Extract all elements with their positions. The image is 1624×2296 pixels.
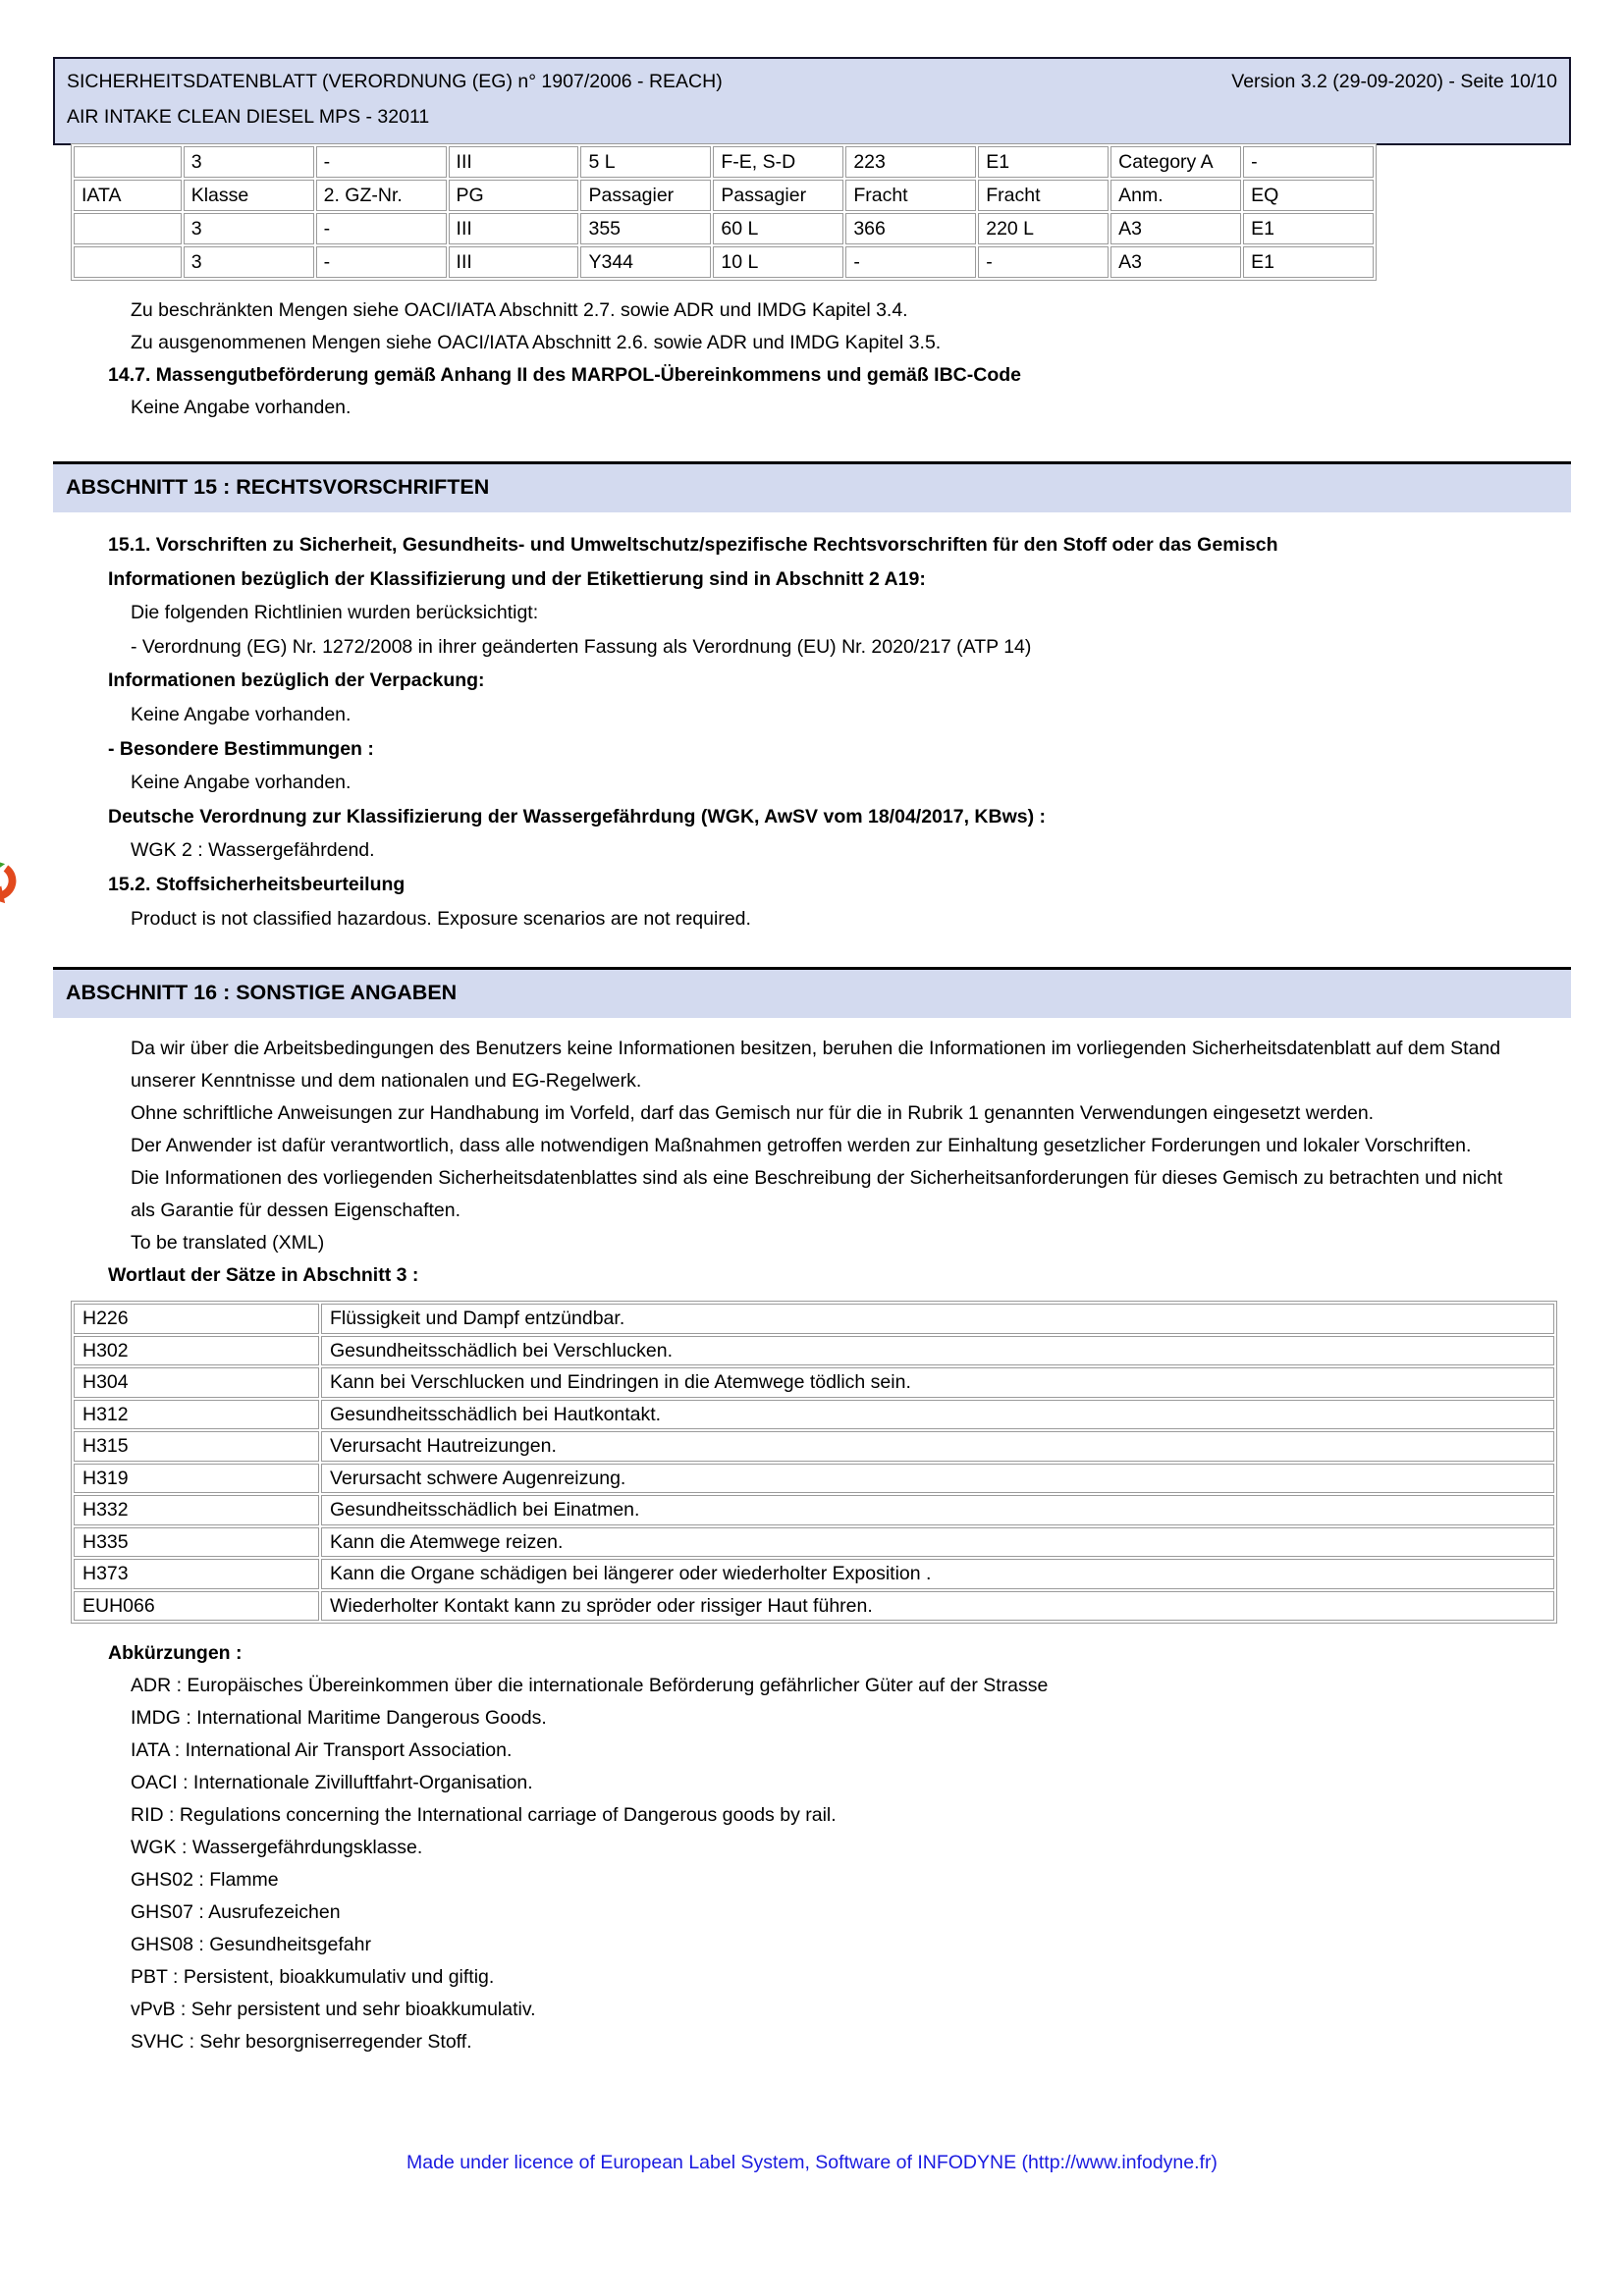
footer-licence-link[interactable]: Made under licence of European Label System, Software of INFODYNE (http://www.infodyne.fr): [406, 2152, 1218, 2173]
cell: -: [316, 146, 447, 178]
cell: 60 L: [713, 213, 843, 244]
cell: -: [978, 246, 1109, 278]
heading-15-2: [53, 868, 1571, 902]
cell: 3: [184, 213, 314, 244]
phrase-text: Gesundheitsschädlich bei Verschlucken.: [321, 1336, 1554, 1366]
assessment-text: Product is not classified hazardous. Exposure scenarios are not required.: [131, 907, 751, 930]
phrase-code: H312: [74, 1400, 319, 1430]
classification-heading: Informationen bezüglich der Klassifizierung und der Etikettierung sind in Abschnitt 2 A19:: [108, 567, 926, 590]
table-row: [74, 1464, 1554, 1494]
cell: E1: [978, 146, 1109, 178]
section-15-content: [53, 528, 1571, 935]
section-15-bar: ABSCHNITT 15 : RECHTSVORSCHRIFTEN: [53, 461, 1571, 512]
abbreviation-item: GHS08 : Gesundheitsgefahr: [131, 1934, 371, 1955]
phrase-text: Kann die Organe schädigen bei längerer oder wiederholter Exposition .: [321, 1559, 1554, 1589]
table-row: [74, 1591, 1554, 1622]
table-row: [74, 1367, 1554, 1398]
cell: Klasse: [184, 180, 314, 211]
cell: III: [449, 246, 579, 278]
table-row: [74, 1304, 1554, 1334]
cell: EQ: [1243, 180, 1374, 211]
abbreviation-item: vPvB : Sehr persistent und sehr bioakkumulativ.: [131, 1999, 536, 2020]
cell: -: [316, 246, 447, 278]
section-16-bar: ABSCHNITT 16 : SONSTIGE ANGABEN: [53, 967, 1571, 1018]
cell: 5 L: [580, 146, 711, 178]
abbreviations-heading: Abkürzungen :: [108, 1642, 243, 1664]
abbreviation-item: IMDG : International Maritime Dangerous Goods.: [131, 1707, 547, 1729]
phrase-code: H319: [74, 1464, 319, 1494]
phrase-text: Kann bei Verschlucken und Eindringen in die Atemwege tödlich sein.: [321, 1367, 1554, 1398]
cell: Passagier: [580, 180, 711, 211]
cell: A3: [1110, 213, 1241, 244]
cell: III: [449, 213, 579, 244]
table-row: [74, 1336, 1554, 1366]
phrase-code: H332: [74, 1495, 319, 1525]
heading-15-2-label: 15.2. Stoffsicherheitsbeurteilung: [108, 873, 406, 895]
abbreviation-item: PBT : Persistent, bioakkumulativ und giftig.: [131, 1966, 495, 1988]
directive-item: - Verordnung (EG) Nr. 1272/2008 in ihrer geänderten Fassung als Verordnung (EU) Nr. 2020/217 (ATP 14): [131, 635, 1032, 658]
cell: E1: [1243, 246, 1374, 278]
limited-quantities-note: Zu beschränkten Mengen siehe OACI/IATA Abschnitt 2.7. sowie ADR und IMDG Kapitel 3.4.: [131, 299, 908, 321]
cell: Y344: [580, 246, 711, 278]
phrase-code: H315: [74, 1431, 319, 1462]
hazard-phrases-table: [71, 1301, 1557, 1624]
paragraph: Ohne schriftliche Anweisungen zur Handhabung im Vorfeld, darf das Gemisch nur für die in Rubrik 1 genannten Verwendungen eingesetzt werden.: [131, 1102, 1375, 1124]
phrase-code: H373: [74, 1559, 319, 1589]
cell: A3: [1110, 246, 1241, 278]
abbreviation-item: RID : Regulations concerning the International carriage of Dangerous goods by rail.: [131, 1804, 837, 1826]
cell: 3: [184, 146, 314, 178]
special-provisions-heading: - Besondere Bestimmungen :: [108, 737, 374, 760]
doc-header: [53, 57, 1571, 145]
section-16-content: [53, 1033, 1526, 2058]
cell: IATA: [74, 180, 182, 211]
recycle-arrows-icon: [0, 854, 20, 907]
doc-title: SICHERHEITSDATENBLATT (VERORDNUNG (EG) n° 1907/2006 - REACH): [67, 71, 723, 92]
abbreviation-item: GHS07 : Ausrufezeichen: [131, 1901, 341, 1923]
phrases-heading: Wortlaut der Sätze in Abschnitt 3 :: [108, 1264, 419, 1286]
paragraph: To be translated (XML): [131, 1232, 325, 1254]
product-name: AIR INTAKE CLEAN DIESEL MPS - 32011: [67, 106, 430, 128]
cell: Category A: [1110, 146, 1241, 178]
cell: Anm.: [1110, 180, 1241, 211]
wgk-heading: Deutsche Verordnung zur Klassifizierung der Wassergefährdung (WGK, AwSV vom 18/04/2017, KBws) :: [108, 805, 1047, 828]
phrase-code: EUH066: [74, 1591, 319, 1622]
cell: 3: [184, 246, 314, 278]
phrase-code: H335: [74, 1527, 319, 1558]
cell: -: [845, 246, 976, 278]
phrase-text: Gesundheitsschädlich bei Einatmen.: [321, 1495, 1554, 1525]
cell: [74, 213, 182, 244]
phrase-text: Verursacht schwere Augenreizung.: [321, 1464, 1554, 1494]
paragraph: Der Anwender ist dafür verantwortlich, dass alle notwendigen Maßnahmen getroffen werden zur Einhaltung gesetzlicher Forderungen und lokaler Vorschriften.: [131, 1135, 1472, 1156]
table-row: [74, 246, 1374, 278]
phrase-text: Wiederholter Kontakt kann zu spröder oder rissiger Haut führen.: [321, 1591, 1554, 1622]
doc-version: Version 3.2 (29-09-2020) - Seite 10/10: [1231, 71, 1557, 92]
phrase-text: Gesundheitsschädlich bei Hautkontakt.: [321, 1400, 1554, 1430]
abbreviation-item: OACI : Internationale Zivilluftfahrt-Organisation.: [131, 1772, 533, 1793]
phrase-text: Kann die Atemwege reizen.: [321, 1527, 1554, 1558]
abbreviation-item: IATA : International Air Transport Association.: [131, 1739, 513, 1761]
phrase-code: H302: [74, 1336, 319, 1366]
cell: -: [316, 213, 447, 244]
transport-table: [71, 143, 1377, 281]
table-row: [74, 213, 1374, 244]
cell: 223: [845, 146, 976, 178]
heading-15-1: 15.1. Vorschriften zu Sicherheit, Gesundheits- und Umweltschutz/spezifische Rechtsvorschriften für den Stoff oder das Gemisch: [108, 534, 1278, 556]
excepted-quantities-note: Zu ausgenommenen Mengen siehe OACI/IATA Abschnitt 2.6. sowie ADR und IMDG Kapitel 3.5.: [131, 332, 942, 353]
packaging-heading: Informationen bezüglich der Verpackung:: [108, 669, 485, 692]
table-row: [74, 1527, 1554, 1558]
cell: [74, 246, 182, 278]
cell: III: [449, 146, 579, 178]
table-row: [74, 1400, 1554, 1430]
abbreviation-item: SVHC : Sehr besorgniserregender Stoff.: [131, 2031, 472, 2053]
heading-14-7: 14.7. Massengutbeförderung gemäß Anhang II des MARPOL-Übereinkommens und gemäß IBC-Code: [108, 364, 1021, 386]
section-14-tail: [53, 294, 1571, 424]
cell: [74, 146, 182, 178]
cell: PG: [449, 180, 579, 211]
special-provisions-no-data: Keine Angabe vorhanden.: [131, 772, 352, 794]
table-row: [74, 146, 1374, 178]
table-row: [74, 1431, 1554, 1462]
abbreviation-item: GHS02 : Flamme: [131, 1869, 279, 1891]
phrase-code: H226: [74, 1304, 319, 1334]
table-row: [74, 180, 1374, 211]
paragraph: Die Informationen des vorliegenden Sicherheitsdatenblattes sind als eine Beschreibung der Sicherheitsanforderungen für dieses Gemisch zu betrachten und nicht als Garantie für dessen Eigenschaften.: [131, 1167, 1503, 1221]
wgk-value: WGK 2 : Wassergefährdend.: [131, 839, 375, 862]
cell: 355: [580, 213, 711, 244]
phrase-code: H304: [74, 1367, 319, 1398]
phrase-text: Flüssigkeit und Dampf entzündbar.: [321, 1304, 1554, 1334]
cell: 220 L: [978, 213, 1109, 244]
directives-intro: Die folgenden Richtlinien wurden berücksichtigt:: [131, 602, 539, 624]
cell: 366: [845, 213, 976, 244]
cell: -: [1243, 146, 1374, 178]
cell: F-E, S-D: [713, 146, 843, 178]
table-row: [74, 1495, 1554, 1525]
cell: E1: [1243, 213, 1374, 244]
no-data-14-7: Keine Angabe vorhanden.: [131, 397, 352, 418]
abbreviation-item: ADR : Europäisches Übereinkommen über die internationale Beförderung gefährlicher Güter auf der Strasse: [131, 1675, 1049, 1696]
abbreviation-item: WGK : Wassergefährdungsklasse.: [131, 1837, 423, 1858]
packaging-no-data: Keine Angabe vorhanden.: [131, 703, 352, 725]
cell: Fracht: [845, 180, 976, 211]
paragraph: Da wir über die Arbeitsbedingungen des Benutzers keine Informationen besitzen, beruhen die Informationen im vorliegenden Sicherheitsdatenblatt auf dem Stand unserer Kenntnisse und dem nationalen und EG-Regelwerk.: [131, 1038, 1501, 1092]
cell: 10 L: [713, 246, 843, 278]
cell: Passagier: [713, 180, 843, 211]
cell: Fracht: [978, 180, 1109, 211]
cell: 2. GZ-Nr.: [316, 180, 447, 211]
table-row: [74, 1559, 1554, 1589]
phrase-text: Verursacht Hautreizungen.: [321, 1431, 1554, 1462]
